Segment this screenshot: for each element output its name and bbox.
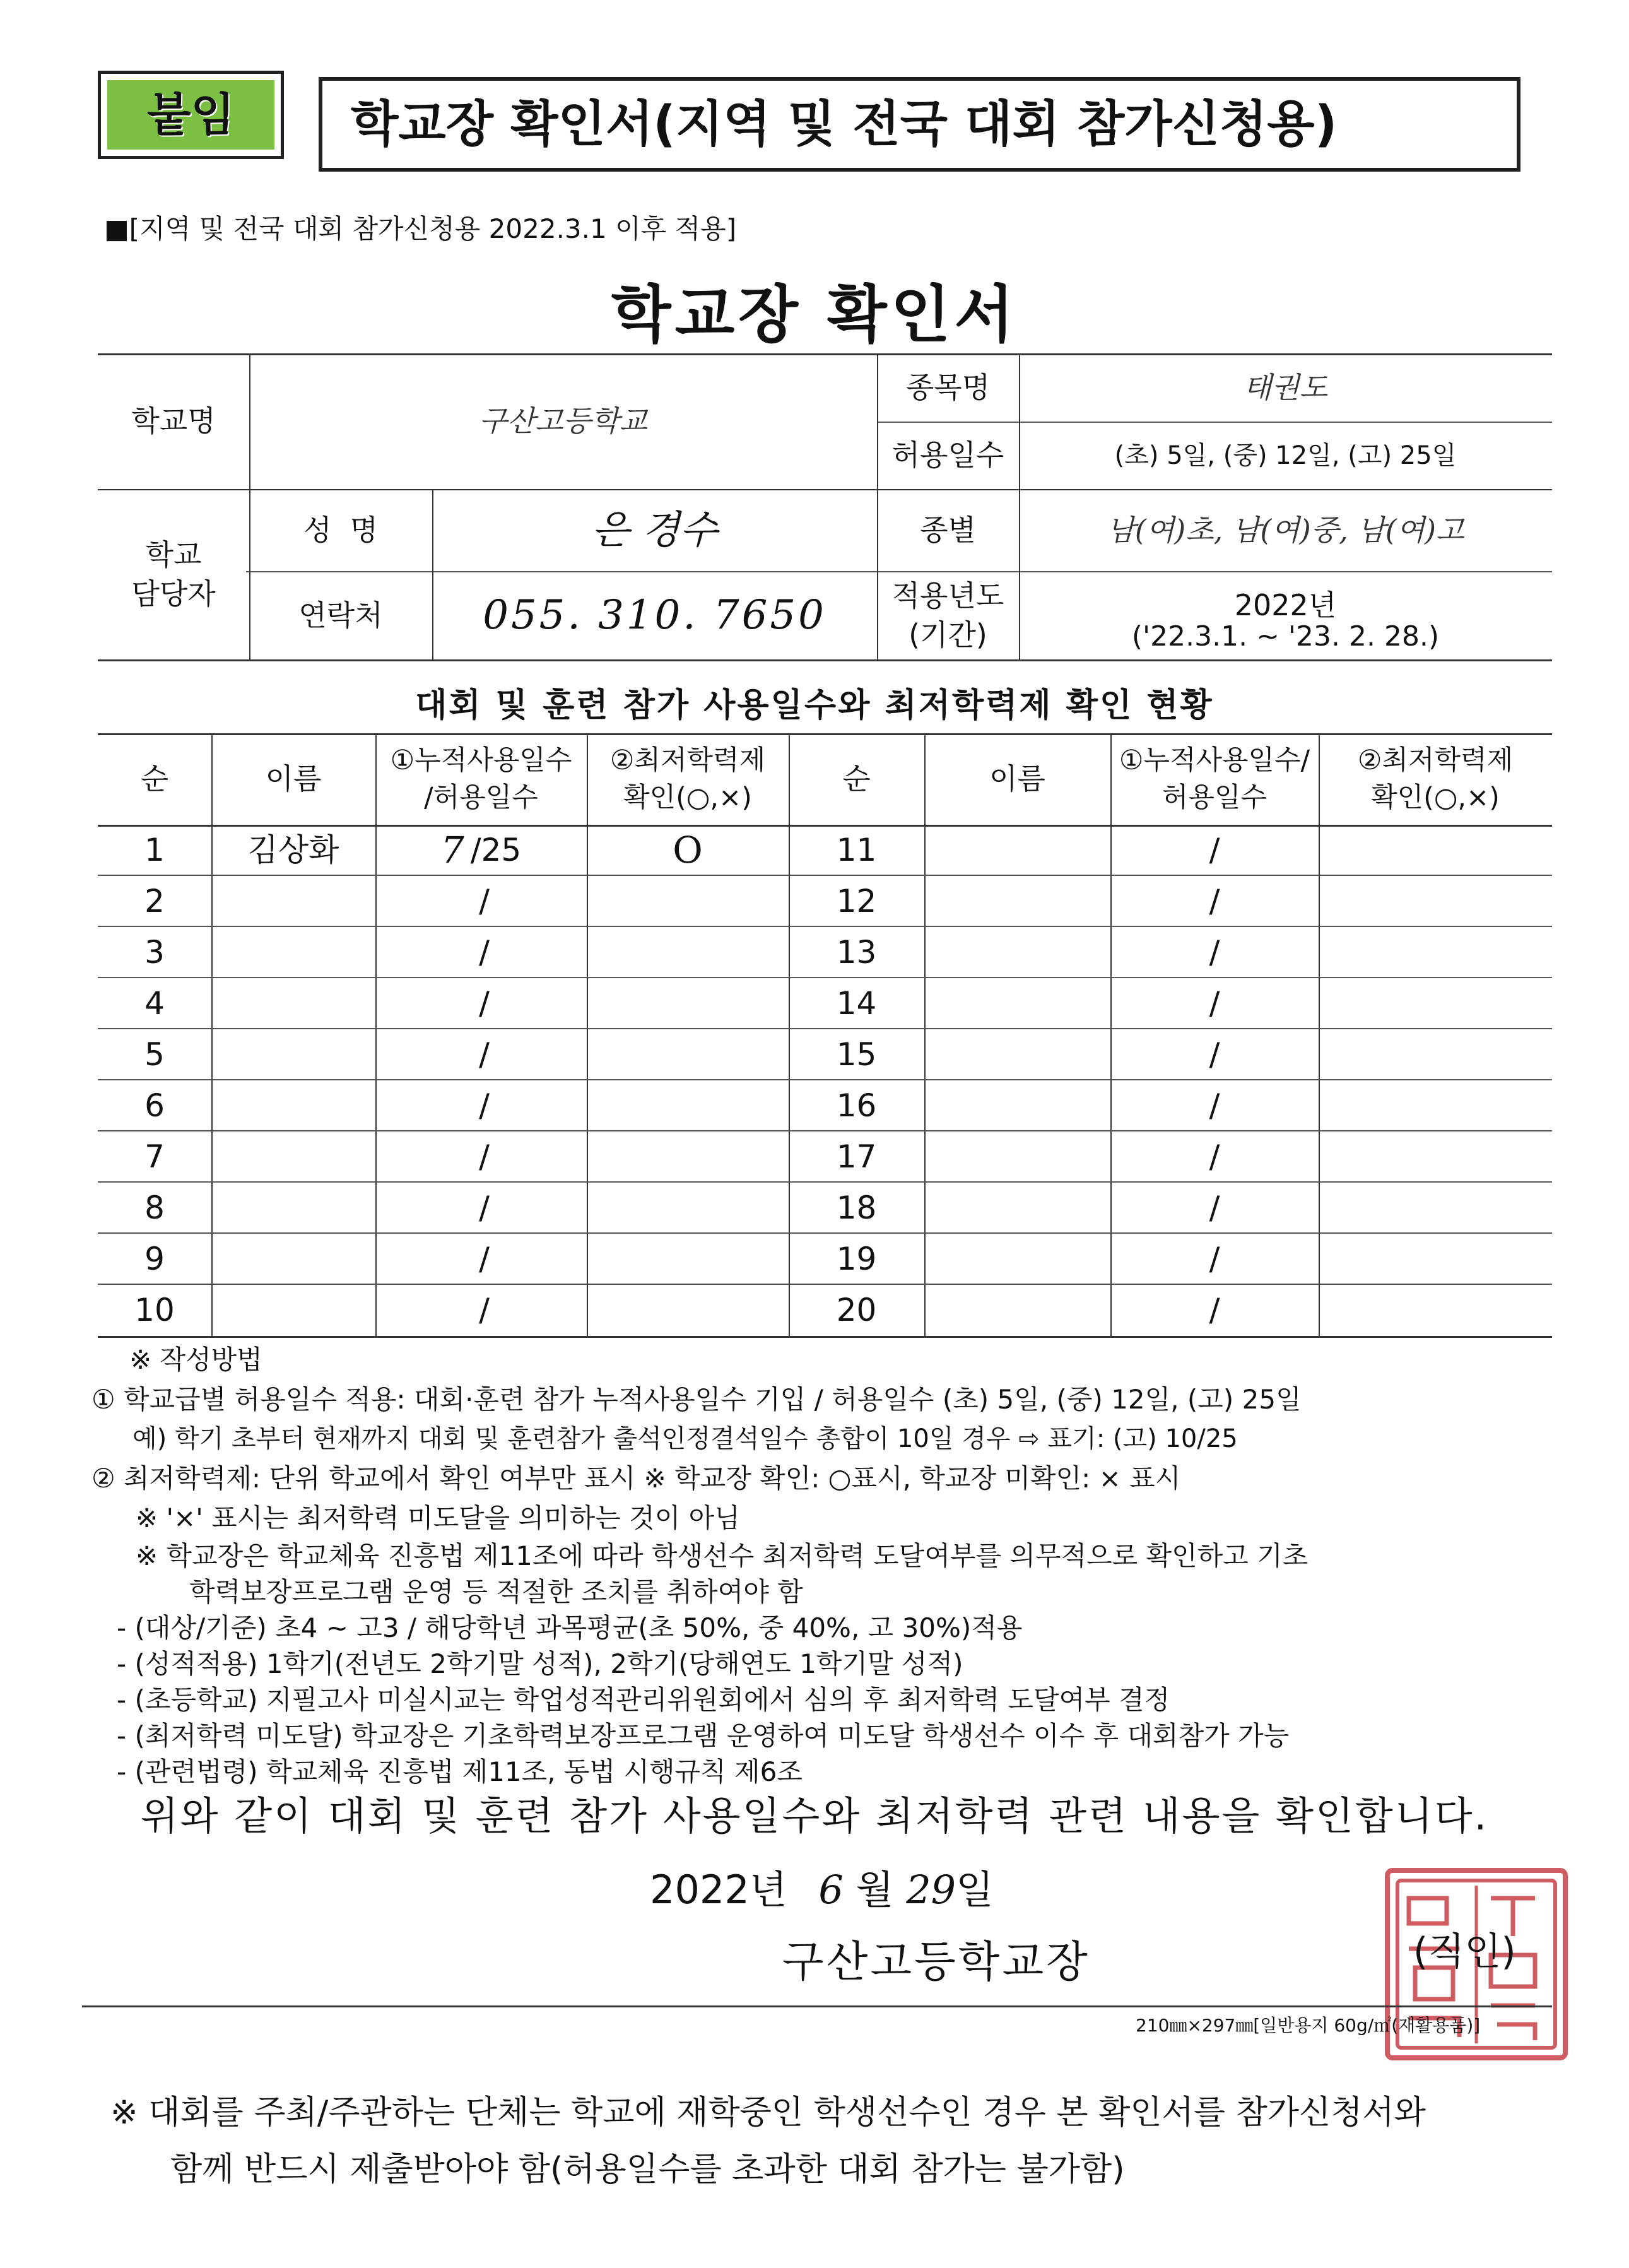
row-number: 18 [836, 1189, 877, 1226]
used-days-cell [375, 825, 587, 876]
used-days-cell: / [1209, 882, 1220, 919]
used-days-cell: / [1209, 1291, 1220, 1328]
used-days-cell [375, 876, 587, 927]
row-number: 14 [836, 984, 877, 1022]
student-name: 김상화 [247, 831, 339, 868]
academic-check [587, 978, 789, 1029]
allowed-days: / [479, 1138, 490, 1175]
used-days: 7 [440, 829, 464, 872]
used-days-cell: / [1209, 1240, 1220, 1277]
seal-label: (직인) [1413, 1930, 1516, 1974]
used-days-cell: / [1209, 1138, 1220, 1175]
row-number: 1 [144, 831, 165, 868]
row-number: 2 [144, 882, 165, 919]
allowed-days: / [479, 882, 490, 919]
student-name [924, 927, 1110, 978]
row-number: 16 [836, 1087, 877, 1124]
table-row [98, 876, 1552, 927]
student-name [924, 1234, 1110, 1285]
used-days-cell [375, 1234, 587, 1285]
table-row [98, 1029, 1552, 1080]
guide-line: - (관련법령) 학교체육 진흥법 제11조, 동법 시행규칙 제6조 [117, 1756, 803, 1787]
gender-value: 남(여)초, 남(여)중, 남(여)고 [1107, 512, 1464, 547]
guide-line: - (대상/기준) 초4 ~ 고3 / 해당학년 과목평균(초 50%, 중 40%, 고 30%)적용 [117, 1612, 1023, 1643]
academic-check [1319, 927, 1552, 978]
guide-line: ② 최저학력제: 단위 학교에서 확인 여부만 표시 ※ 학교장 확인: ○표시, 학교장 미확인: × 표시 [91, 1463, 1181, 1494]
student-name [211, 1029, 375, 1080]
row-number: 17 [836, 1138, 877, 1175]
student-name [924, 1029, 1110, 1080]
allowed-days: / [479, 1189, 490, 1226]
student-name [211, 978, 375, 1029]
academic-check [1319, 1080, 1552, 1131]
table-bottom-border [98, 1336, 1552, 1338]
used-days-cell: / [1209, 831, 1220, 868]
academic-check [1319, 1285, 1552, 1336]
header-title: 학교장 확인서(지역 및 전국 대회 참가신청용) [319, 77, 1520, 172]
table-row [98, 1131, 1552, 1183]
school-name-label: 학교명 [131, 404, 216, 439]
table-row [98, 927, 1552, 978]
used-days-cell [375, 978, 587, 1029]
allowed-days: / [479, 933, 490, 971]
row-number: 5 [144, 1036, 165, 1073]
document-title: 학교장 확인서 [611, 279, 1018, 351]
event-value: 태권도 [1243, 370, 1328, 405]
guide-line: ※ 학교장은 학교체육 진흥법 제11조에 따라 학생선수 최저학력 도달여부를 의무적으로 확인하고 기초 [136, 1540, 1308, 1571]
student-name [211, 1183, 375, 1234]
header-days-left: ①누적사용일수 /허용일수 [390, 745, 572, 813]
student-name [924, 1080, 1110, 1131]
used-days-cell: / [1209, 933, 1220, 971]
date-month-unit: 월 [856, 1867, 894, 1913]
year-value: 2022년 [1234, 588, 1337, 622]
guide-line: - (최저학력 미도달) 학교장은 기초학력보장프로그램 운영하여 미도달 학생선수 이수 후 대회참가 가능 [117, 1720, 1290, 1751]
academic-check [1319, 978, 1552, 1029]
guide-line: ※ '×' 표시는 최저학력 미도달을 의미하는 것이 아님 [136, 1503, 740, 1533]
row-number: 11 [836, 831, 877, 868]
row-number: 19 [836, 1240, 877, 1277]
guide-line: - (성적적용) 1학기(전년도 2학기말 성적), 2학기(당해연도 1학기말 성적) [117, 1648, 963, 1679]
used-days-cell [375, 1080, 587, 1131]
academic-check [587, 1029, 789, 1080]
row-number: 15 [836, 1036, 877, 1073]
date-day-unit: 일 [956, 1867, 994, 1913]
academic-check [587, 927, 789, 978]
allowed-days: / [479, 1291, 490, 1328]
year-value-box [1019, 571, 1552, 659]
academic-check [1319, 1183, 1552, 1234]
academic-check [587, 1131, 789, 1183]
header-no-left: 순 [140, 762, 169, 796]
header-name-right: 이름 [989, 762, 1045, 796]
academic-check: O [673, 829, 703, 872]
academic-check [587, 1183, 789, 1234]
table-row [98, 825, 1552, 876]
date-day: 29 [906, 1867, 956, 1913]
student-name [924, 1131, 1110, 1183]
header-name-left: 이름 [265, 762, 322, 796]
notice-text: ■[지역 및 전국 대회 참가신청용 2022.3.1 이후 적용] [104, 213, 737, 244]
academic-check [1319, 1234, 1552, 1285]
student-name [924, 825, 1110, 876]
academic-check [1319, 1029, 1552, 1080]
row-number: 9 [144, 1240, 165, 1277]
student-name [211, 1131, 375, 1183]
event-label: 종목명 [905, 370, 991, 405]
row-number: 7 [144, 1138, 165, 1175]
footer-note-line2: 함께 반드시 제출받아야 함(허용일수를 초과한 대회 참가는 불가함) [170, 2151, 1125, 2188]
date-month: 6 [818, 1867, 844, 1913]
row-number: 3 [144, 933, 165, 971]
allowed-days-label: 허용일수 [891, 438, 1004, 473]
table-row [98, 1285, 1552, 1336]
used-days-cell [375, 1183, 587, 1234]
academic-check [1319, 825, 1552, 876]
student-name [211, 1285, 375, 1336]
row-number: 13 [836, 933, 877, 971]
manager-label: 학교 담당자 [131, 537, 216, 611]
contact-value: 055. 310. 7650 [483, 591, 826, 639]
allowed-days: / [479, 984, 490, 1022]
table-row [98, 978, 1552, 1029]
student-name [924, 876, 1110, 927]
allowed-days: / [479, 1087, 490, 1124]
guide-line: - (초등학교) 지필고사 미실시교는 학업성적관리위원회에서 심의 후 최저학력 도달여부 결정 [117, 1684, 1170, 1715]
date-year: 2022년 [650, 1867, 787, 1913]
academic-check [1319, 876, 1552, 927]
student-name [211, 927, 375, 978]
header-days-right: ①누적사용일수/ 허용일수 [1119, 745, 1310, 813]
row-number: 10 [134, 1291, 175, 1328]
period-value: ('22.3.1. ~ '23. 2. 28.) [1131, 620, 1440, 653]
row-number: 8 [144, 1189, 165, 1226]
row-number: 4 [144, 984, 165, 1022]
issue-date [650, 1858, 994, 1915]
used-days-cell [375, 1285, 587, 1336]
used-days-cell [375, 927, 587, 978]
student-name [211, 876, 375, 927]
header-no-right: 순 [842, 762, 871, 796]
used-days-cell: / [1209, 1189, 1220, 1226]
allowed-days: / [479, 1036, 490, 1073]
academic-check [587, 1285, 789, 1336]
academic-check [1319, 1131, 1552, 1183]
used-days-cell: / [1209, 1036, 1220, 1073]
bottom-rule [82, 2005, 1552, 2007]
allowed-days: / [479, 1240, 490, 1277]
header-check-left: ②최저학력제 확인(○,×) [609, 745, 766, 813]
academic-check [587, 1234, 789, 1285]
year-label: 적용년도 (기간) [891, 578, 1004, 652]
table-row [98, 1234, 1552, 1285]
row-number: 6 [144, 1087, 165, 1124]
student-name [211, 1080, 375, 1131]
academic-check [587, 876, 789, 927]
confirmation-statement: 위와 같이 대회 및 훈련 참가 사용일수와 최저학력 관련 내용을 확인합니다. [140, 1793, 1489, 1839]
used-days-cell [375, 1029, 587, 1080]
student-name [211, 1234, 375, 1285]
table-title: 대회 및 훈련 참가 사용일수와 최저학력제 확인 현황 [415, 687, 1214, 724]
table-row [98, 1080, 1552, 1131]
header-check-right: ②최저학력제 확인(○,×) [1357, 745, 1514, 813]
row-number: 12 [836, 882, 877, 919]
attachment-badge: 붙임 [98, 71, 284, 159]
paper-spec: 210㎜×297㎜[일반용지 60g/㎡(재활용품)] [1136, 2015, 1481, 2036]
guide-line: 예) 학기 초부터 현재까지 대회 및 훈련참가 출석인정결석일수 총합이 10일 경우 ⇨ 표기: (고) 10/25 [132, 1424, 1238, 1453]
info-bottom-border [98, 659, 1552, 661]
usage-table [98, 733, 1552, 1338]
row-number: 20 [836, 1291, 877, 1328]
allowed-days-value: (초) 5일, (중) 12일, (고) 25일 [1114, 440, 1457, 470]
guide-line: 학력보장프로그램 운영 등 적절한 조치를 취하여야 함 [189, 1576, 803, 1607]
principal-name: 구산고등학교장 [782, 1937, 1090, 1987]
allowed-days: /25 [470, 831, 522, 868]
table-row [98, 1183, 1552, 1234]
contact-label: 연락처 [298, 598, 383, 632]
student-name [924, 978, 1110, 1029]
academic-check [587, 1080, 789, 1131]
used-days-cell: / [1209, 1087, 1220, 1124]
gender-label: 종별 [920, 512, 976, 547]
footer-note-line1: ※ 대회를 주최/주관하는 단체는 학교에 재학중인 학생선수인 경우 본 확인서를 참가신청서와 [110, 2094, 1426, 2132]
manager-name-value: 은 경수 [591, 507, 718, 553]
guide-line: ① 학교급별 허용일수 적용: 대회·훈련 참가 누적사용일수 기입 / 허용일수 (초) 5일, (중) 12일, (고) 25일 [91, 1384, 1302, 1415]
used-days-cell: / [1209, 984, 1220, 1022]
student-name [924, 1285, 1110, 1336]
used-days-cell [375, 1131, 587, 1183]
guide-heading: ※ 작성방법 [129, 1344, 262, 1375]
school-name-value: 구산고등학교 [479, 404, 647, 439]
manager-name-label: 성 명 [303, 512, 379, 547]
student-name [924, 1183, 1110, 1234]
